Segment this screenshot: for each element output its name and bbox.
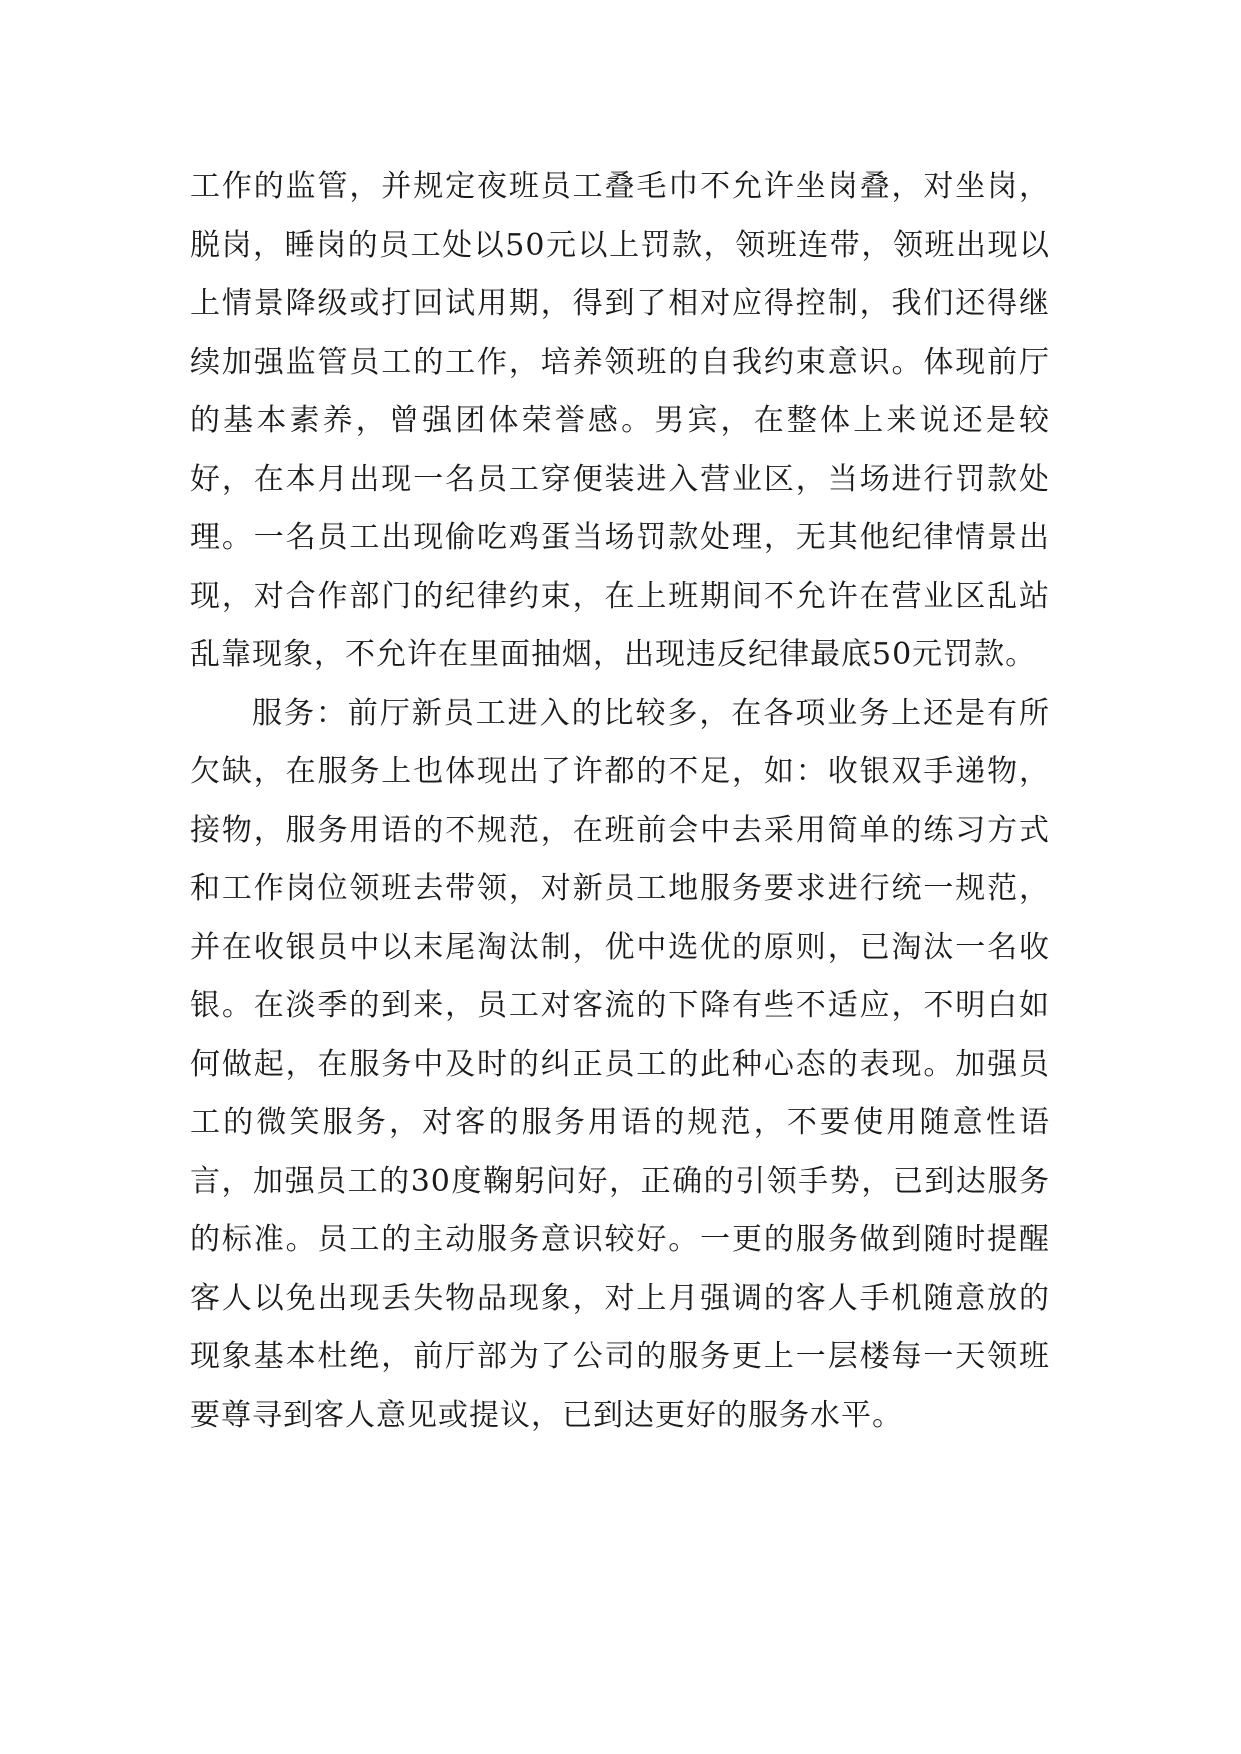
paragraph-service: 服务：前厅新员工进入的比较多，在各项业务上还是有所欠缺，在服务上也体现出了许都的不足，如：收银双手递物，接物，服务用语的不规范，在班前会中去采用简单的练习方式和工作岗位领班去带领，对新员工地服务要求进行统一规范，并在收银员中以末尾淘汰制，优中选优的原则，已淘汰一名收银。在淡季的到来，员工对客流的下降有些不适应，不明白如何做起，在服务中及时的纠正员工的此种心态的表现。加强员工的微笑服务，对客的服务用语的规范，不要使用随意性语言，加强员工的30度鞠躬问好，正确的引领手势，已到达服务的标准。员工的主动服务意识较好。一更的服务做到随时提醒客人以免出现丢失物品现象，对上月强调的客人手机随意放的现象基本杜绝，前厅部为了公司的服务更上一层楼每一天领班要尊寻到客人意见或提议，已到达更好的服务水平。 (190, 695, 1050, 1433)
paragraph-discipline: 工作的监管，并规定夜班员工叠毛巾不允许坐岗叠，对坐岗，脱岗，睡岗的员工处以50元以上罚款，领班连带，领班出现以上情景降级或打回试用期，得到了相对应得控制，我们还得继续加强监管员工的工作，培养领班的自我约束意识。体现前厅的基本素养，曾强团体荣誉感。男宾，在整体上来说还是较好，在本月出现一名员工穿便装进入营业区，当场进行罚款处理。一名员工出现偷吃鸡蛋当场罚款处理，无其他纪律情景出现，对合作部门的纪律约束，在上班期间不允许在营业区乱站乱靠现象，不允许在里面抽烟，出现违反纪律最底50元罚款。 (190, 169, 1050, 672)
document-body (190, 158, 1050, 1445)
